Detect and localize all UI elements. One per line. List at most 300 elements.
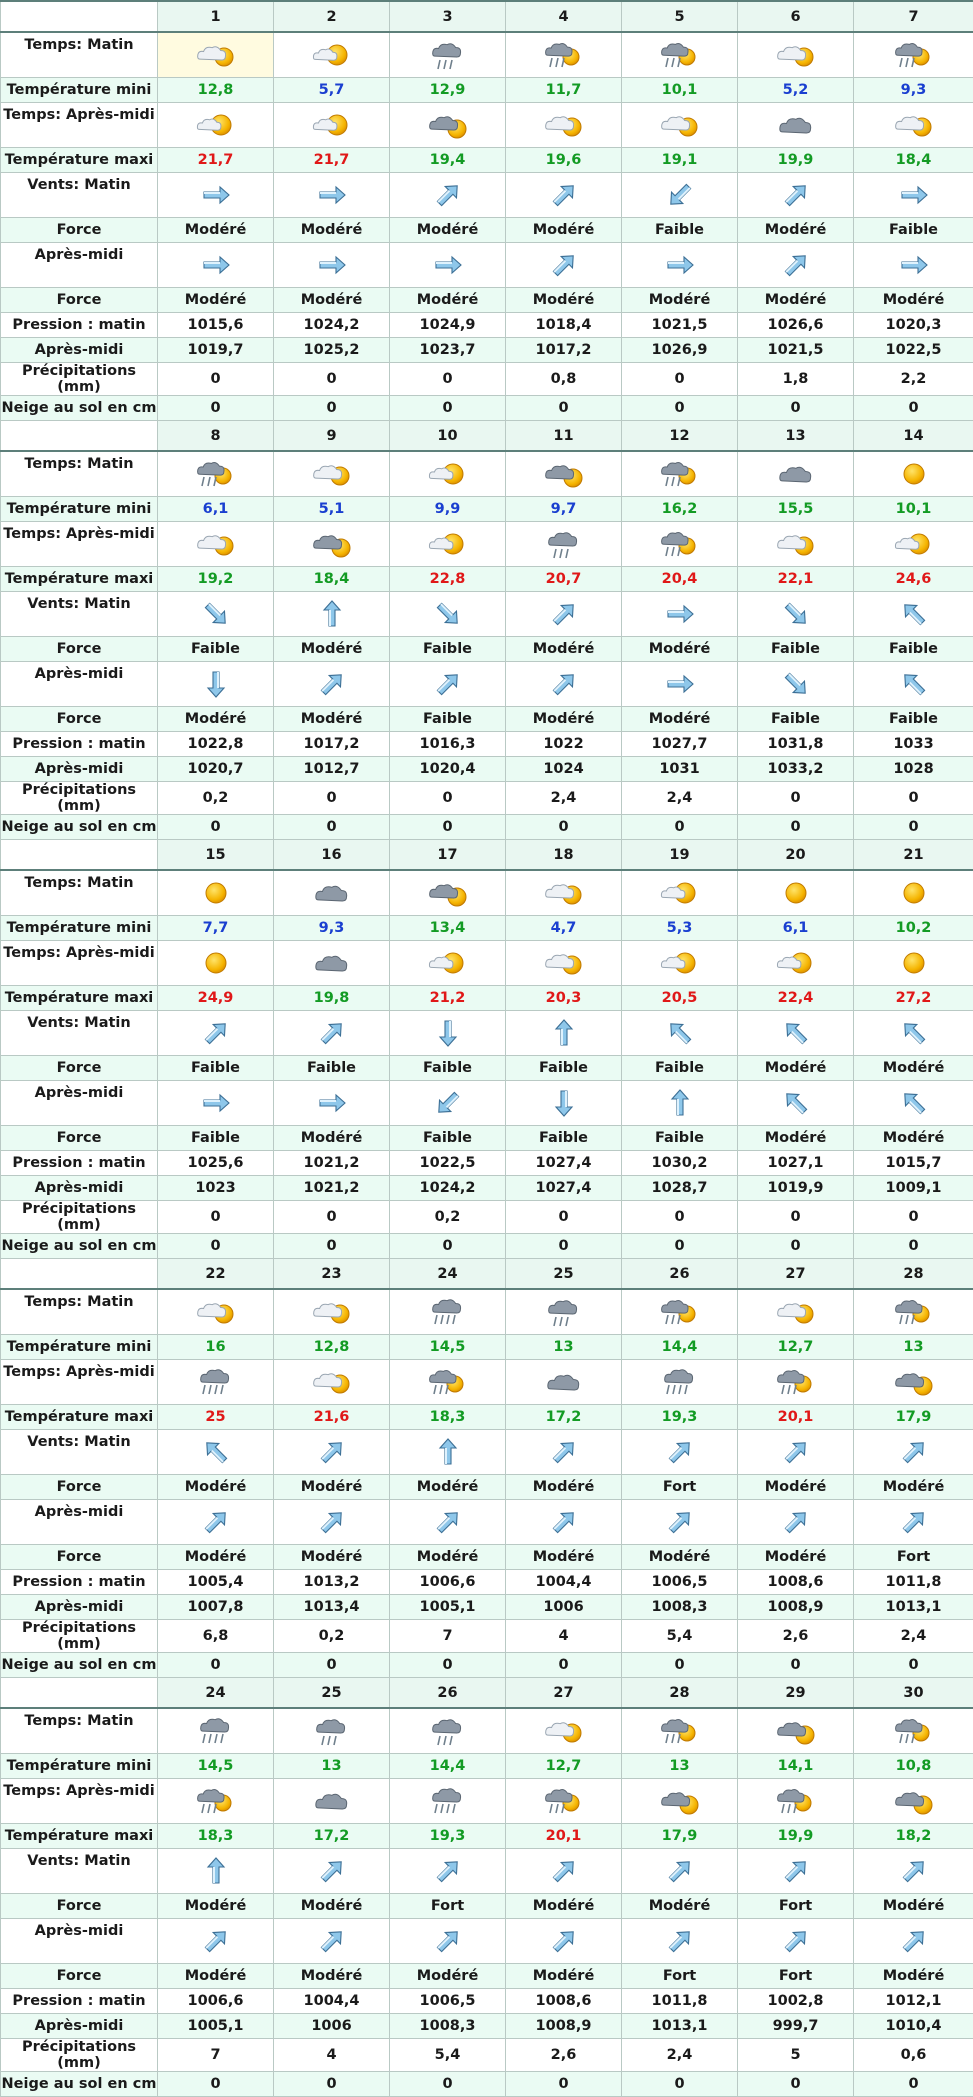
weather-afternoon-row — [1, 522, 973, 567]
snow-depth-value: 0 — [274, 1234, 390, 1259]
day-number: 29 — [738, 1678, 854, 1709]
cloud-sun-icon — [658, 108, 702, 142]
cloud-rain-sun-icon — [658, 527, 702, 561]
temperature-max-value: 20,5 — [622, 986, 738, 1011]
pressure-afternoon-value: 1013,4 — [274, 1595, 390, 1620]
pressure-afternoon-value: 999,7 — [738, 2014, 854, 2039]
row-label: Vents: Matin — [1, 1430, 158, 1475]
weather-cell — [390, 451, 506, 497]
pressure-afternoon-value: 1005,1 — [158, 2014, 274, 2039]
wind-cell — [274, 173, 390, 218]
pressure-morning-value: 1006,5 — [622, 1570, 738, 1595]
weather-cell — [854, 1360, 973, 1405]
wind-force-morning-value: Fort — [622, 1475, 738, 1500]
wind-force-morning-value: Modéré — [506, 1894, 622, 1919]
dark-cloud-sun-icon — [774, 1714, 818, 1748]
snow-depth-value: 0 — [506, 2072, 622, 2097]
weather-cell — [158, 1360, 274, 1405]
wind-cell — [738, 1919, 854, 1964]
header-corner — [1, 1, 158, 32]
wind-arrow-icon — [431, 180, 465, 210]
row-label: Force — [1, 637, 158, 662]
temperature-max-value: 24,9 — [158, 986, 274, 1011]
snow-depth-value: 0 — [158, 1234, 274, 1259]
cloud-rain-sun-icon — [542, 1784, 586, 1818]
weather-cell — [738, 1289, 854, 1335]
pressure-morning-value: 1015,6 — [158, 313, 274, 338]
wind-arrow-icon — [199, 669, 233, 699]
wind-cell — [854, 173, 973, 218]
row-label: Temps: Après-midi — [1, 941, 158, 986]
temperature-min-value: 13,4 — [390, 916, 506, 941]
row-label: Précipitations (mm) — [1, 782, 158, 815]
wind-cell — [274, 1081, 390, 1126]
wind-cell — [390, 173, 506, 218]
wind-force-morning-value: Fort — [738, 1894, 854, 1919]
wind-cell — [854, 243, 973, 288]
day-number: 30 — [854, 1678, 973, 1709]
wind-cell — [390, 1430, 506, 1475]
temperature-min-value: 12,9 — [390, 78, 506, 103]
row-label: Neige au sol en cm — [1, 1653, 158, 1678]
weather-cell — [506, 1289, 622, 1335]
wind-cell — [622, 173, 738, 218]
wind-force-morning-value: Modéré — [622, 1894, 738, 1919]
sun-icon — [892, 946, 936, 980]
weather-cell — [390, 1289, 506, 1335]
wind-force-afternoon-value: Faible — [854, 707, 973, 732]
cloud-rain-sun-icon — [892, 1714, 936, 1748]
temperature-max-value: 27,2 — [854, 986, 973, 1011]
weather-cell — [622, 1289, 738, 1335]
row-label: Temps: Matin — [1, 1289, 158, 1335]
wind-force-afternoon-value: Modéré — [158, 1964, 274, 1989]
temperature-min-row — [1, 78, 973, 103]
precipitation-value: 0 — [274, 782, 390, 815]
row-label: Après-midi — [1, 1919, 158, 1964]
wind-cell — [274, 592, 390, 637]
row-label: Pression : matin — [1, 1151, 158, 1176]
wind-afternoon-row — [1, 243, 973, 288]
pressure-afternoon-value: 1031 — [622, 757, 738, 782]
weather-cell — [390, 1779, 506, 1824]
day-number: 21 — [854, 840, 973, 871]
snow-depth-value: 0 — [854, 396, 973, 421]
pressure-morning-value: 1002,8 — [738, 1989, 854, 2014]
wind-force-afternoon-row — [1, 707, 973, 732]
precipitation-value: 2,4 — [622, 2039, 738, 2072]
weather-cell — [390, 522, 506, 567]
row-label: Température mini — [1, 916, 158, 941]
weather-cell — [854, 1289, 973, 1335]
weather-cell — [738, 1360, 854, 1405]
wind-cell — [738, 173, 854, 218]
weather-cell — [738, 32, 854, 78]
cloud-rain-icon — [542, 527, 586, 561]
weather-cell — [274, 1360, 390, 1405]
wind-force-afternoon-value: Modéré — [390, 1545, 506, 1570]
weather-cell — [390, 870, 506, 916]
wind-afternoon-row — [1, 1500, 973, 1545]
wind-force-morning-row — [1, 1475, 973, 1500]
wind-arrow-icon — [199, 1437, 233, 1467]
row-label: Température maxi — [1, 1405, 158, 1430]
sun-cloud-icon — [426, 527, 470, 561]
wind-arrow-icon — [199, 1018, 233, 1048]
weather-cell — [506, 32, 622, 78]
wind-cell — [158, 173, 274, 218]
wind-arrow-icon — [547, 1437, 581, 1467]
snow-depth-value: 0 — [738, 1653, 854, 1678]
cloud-sun-icon — [310, 1295, 354, 1329]
sun-cloud-icon — [310, 108, 354, 142]
row-label: Force — [1, 218, 158, 243]
temperature-min-value: 10,8 — [854, 1754, 973, 1779]
wind-arrow-icon — [663, 250, 697, 280]
pressure-afternoon-value: 1024,2 — [390, 1176, 506, 1201]
wind-force-afternoon-value: Modéré — [506, 1964, 622, 1989]
precipitation-value: 1,8 — [738, 363, 854, 396]
wind-force-afternoon-value: Modéré — [158, 707, 274, 732]
precipitation-value: 0 — [274, 363, 390, 396]
wind-cell — [390, 592, 506, 637]
wind-force-morning-value: Faible — [738, 637, 854, 662]
weather-cell — [274, 522, 390, 567]
row-label: Force — [1, 288, 158, 313]
wind-force-afternoon-value: Modéré — [158, 288, 274, 313]
day-number: 27 — [506, 1678, 622, 1709]
wind-arrow-icon — [199, 180, 233, 210]
temperature-max-value: 19,8 — [274, 986, 390, 1011]
wind-arrow-icon — [315, 1437, 349, 1467]
pressure-afternoon-value: 1024 — [506, 757, 622, 782]
weather-cell — [274, 32, 390, 78]
wind-morning-row — [1, 173, 973, 218]
temperature-min-value: 7,7 — [158, 916, 274, 941]
pressure-morning-value: 1017,2 — [274, 732, 390, 757]
temperature-max-value: 19,3 — [390, 1824, 506, 1849]
weather-cell — [854, 32, 973, 78]
weather-cell — [506, 870, 622, 916]
wind-cell — [390, 1500, 506, 1545]
precipitation-value: 0,2 — [390, 1201, 506, 1234]
wind-cell — [506, 662, 622, 707]
wind-afternoon-row — [1, 1919, 973, 1964]
snow-depth-value: 0 — [506, 1653, 622, 1678]
wind-arrow-icon — [315, 1856, 349, 1886]
weather-morning-row — [1, 870, 973, 916]
day-number: 6 — [738, 1, 854, 32]
temperature-min-value: 6,1 — [738, 916, 854, 941]
temperature-min-value: 13 — [622, 1754, 738, 1779]
wind-arrow-icon — [897, 1507, 931, 1537]
snow-depth-value: 0 — [854, 815, 973, 840]
precipitation-value: 0,8 — [506, 363, 622, 396]
row-label: Vents: Matin — [1, 592, 158, 637]
weather-cell — [390, 1360, 506, 1405]
wind-force-morning-value: Modéré — [506, 637, 622, 662]
dark-cloud-sun-icon — [310, 527, 354, 561]
weather-cell — [274, 1708, 390, 1754]
temperature-min-value: 10,1 — [622, 78, 738, 103]
wind-arrow-icon — [547, 250, 581, 280]
day-number: 23 — [274, 1259, 390, 1290]
pressure-morning-value: 1005,4 — [158, 1570, 274, 1595]
wind-force-morning-value: Modéré — [738, 1475, 854, 1500]
wind-arrow-icon — [897, 180, 931, 210]
day-number: 25 — [274, 1678, 390, 1709]
temperature-min-value: 14,4 — [622, 1335, 738, 1360]
weather-cell — [506, 103, 622, 148]
weather-cell — [854, 103, 973, 148]
day-number: 18 — [506, 840, 622, 871]
weather-cell — [854, 451, 973, 497]
wind-arrow-icon — [897, 1018, 931, 1048]
wind-cell — [158, 1081, 274, 1126]
pressure-afternoon-value: 1022,5 — [854, 338, 973, 363]
wind-arrow-icon — [663, 1926, 697, 1956]
wind-cell — [390, 1011, 506, 1056]
row-label: Précipitations (mm) — [1, 1620, 158, 1653]
wind-cell — [390, 1081, 506, 1126]
wind-force-afternoon-value: Modéré — [738, 288, 854, 313]
heavy-rain-icon — [658, 1365, 702, 1399]
wind-cell — [158, 662, 274, 707]
weather-cell — [506, 451, 622, 497]
cloud-sun-icon — [194, 527, 238, 561]
temperature-min-value: 9,3 — [274, 916, 390, 941]
wind-cell — [506, 1081, 622, 1126]
wind-arrow-icon — [199, 250, 233, 280]
snow-depth-value: 0 — [738, 815, 854, 840]
weather-cell — [622, 451, 738, 497]
snow-depth-value: 0 — [390, 396, 506, 421]
pressure-morning-value: 1004,4 — [274, 1989, 390, 2014]
wind-arrow-icon — [431, 1437, 465, 1467]
pressure-afternoon-value: 1027,4 — [506, 1176, 622, 1201]
pressure-afternoon-value: 1009,1 — [854, 1176, 973, 1201]
cloud-rain-icon — [426, 38, 470, 72]
day-number: 16 — [274, 840, 390, 871]
wind-arrow-icon — [315, 1507, 349, 1537]
heavy-rain-icon — [194, 1365, 238, 1399]
wind-force-morning-value: Modéré — [274, 218, 390, 243]
wind-force-afternoon-value: Faible — [390, 1126, 506, 1151]
cloud-rain-icon — [310, 1714, 354, 1748]
precipitation-value: 2,4 — [506, 782, 622, 815]
pressure-morning-row — [1, 1151, 973, 1176]
day-number: 24 — [158, 1678, 274, 1709]
row-label: Pression : matin — [1, 313, 158, 338]
wind-morning-row — [1, 1430, 973, 1475]
wind-arrow-icon — [663, 1437, 697, 1467]
temperature-max-value: 19,3 — [622, 1405, 738, 1430]
weather-morning-row — [1, 1289, 973, 1335]
weather-cell — [622, 941, 738, 986]
temperature-min-value: 12,8 — [158, 78, 274, 103]
precipitation-row — [1, 363, 973, 396]
sun-cloud-icon — [774, 946, 818, 980]
temperature-max-value: 20,1 — [738, 1405, 854, 1430]
pressure-afternoon-value: 1005,1 — [390, 1595, 506, 1620]
wind-force-morning-value: Faible — [158, 637, 274, 662]
weather-cell — [738, 1708, 854, 1754]
wind-cell — [854, 1011, 973, 1056]
temperature-max-value: 24,6 — [854, 567, 973, 592]
snow-depth-value: 0 — [622, 1653, 738, 1678]
sun-icon — [774, 876, 818, 910]
weather-cell — [622, 1360, 738, 1405]
wind-cell — [622, 1500, 738, 1545]
wind-arrow-icon — [663, 1856, 697, 1886]
pressure-morning-row — [1, 1570, 973, 1595]
day-header-row — [1, 1259, 973, 1290]
temperature-min-value: 14,1 — [738, 1754, 854, 1779]
precipitation-value: 4 — [506, 1620, 622, 1653]
precipitation-value: 5,4 — [390, 2039, 506, 2072]
temperature-max-value: 18,3 — [390, 1405, 506, 1430]
weather-cell — [506, 1779, 622, 1824]
row-label: Après-midi — [1, 338, 158, 363]
dark-cloud-icon — [774, 457, 818, 491]
day-number: 28 — [622, 1678, 738, 1709]
wind-arrow-icon — [779, 1507, 813, 1537]
pressure-afternoon-value: 1019,9 — [738, 1176, 854, 1201]
temperature-max-value: 21,2 — [390, 986, 506, 1011]
pressure-afternoon-value: 1028,7 — [622, 1176, 738, 1201]
cloud-rain-sun-icon — [774, 1784, 818, 1818]
weather-cell — [158, 451, 274, 497]
weather-cell — [390, 32, 506, 78]
pressure-morning-value: 1018,4 — [506, 313, 622, 338]
wind-arrow-icon — [315, 1926, 349, 1956]
snow-depth-value: 0 — [158, 2072, 274, 2097]
wind-cell — [738, 1849, 854, 1894]
wind-force-afternoon-value: Fort — [738, 1964, 854, 1989]
precipitation-value: 0 — [738, 782, 854, 815]
wind-arrow-icon — [779, 1926, 813, 1956]
cloud-sun-icon — [542, 1714, 586, 1748]
day-number: 27 — [738, 1259, 854, 1290]
cloud-sun-icon — [542, 876, 586, 910]
snow-depth-value: 0 — [390, 1653, 506, 1678]
day-number: 24 — [390, 1259, 506, 1290]
day-number: 26 — [622, 1259, 738, 1290]
cloud-rain-sun-icon — [658, 457, 702, 491]
temperature-min-value: 12,8 — [274, 1335, 390, 1360]
row-label: Précipitations (mm) — [1, 1201, 158, 1234]
row-label: Temps: Après-midi — [1, 103, 158, 148]
pressure-morning-value: 1022,8 — [158, 732, 274, 757]
wind-force-afternoon-value: Modéré — [854, 1964, 973, 1989]
wind-force-afternoon-value: Faible — [738, 707, 854, 732]
precipitation-value: 0 — [158, 363, 274, 396]
wind-force-morning-value: Faible — [854, 637, 973, 662]
snow-depth-row — [1, 1234, 973, 1259]
pressure-afternoon-value: 1012,7 — [274, 757, 390, 782]
wind-cell — [854, 662, 973, 707]
wind-force-morning-value: Faible — [854, 218, 973, 243]
precipitation-value: 0,2 — [274, 1620, 390, 1653]
row-label: Neige au sol en cm — [1, 1234, 158, 1259]
day-number: 25 — [506, 1259, 622, 1290]
weather-afternoon-row — [1, 103, 973, 148]
wind-force-afternoon-row — [1, 1126, 973, 1151]
wind-force-afternoon-value: Fort — [854, 1545, 973, 1570]
pressure-morning-value: 1022 — [506, 732, 622, 757]
dark-cloud-sun-icon — [542, 457, 586, 491]
row-label: Force — [1, 1475, 158, 1500]
pressure-morning-value: 1027,7 — [622, 732, 738, 757]
day-number: 10 — [390, 421, 506, 452]
pressure-morning-value: 1004,4 — [506, 1570, 622, 1595]
cloud-sun-icon — [774, 38, 818, 72]
wind-cell — [506, 1430, 622, 1475]
wind-cell — [274, 1919, 390, 1964]
wind-arrow-icon — [431, 1088, 465, 1118]
precipitation-value: 0 — [274, 1201, 390, 1234]
weather-cell — [622, 1708, 738, 1754]
temperature-min-value: 12,7 — [506, 1754, 622, 1779]
wind-arrow-icon — [663, 1507, 697, 1537]
temperature-max-value: 17,9 — [622, 1824, 738, 1849]
wind-cell — [274, 1011, 390, 1056]
wind-cell — [622, 1011, 738, 1056]
weather-cell — [738, 522, 854, 567]
pressure-morning-value: 1020,3 — [854, 313, 973, 338]
wind-cell — [274, 1500, 390, 1545]
wind-force-afternoon-value: Modéré — [506, 1545, 622, 1570]
wind-arrow-icon — [199, 1856, 233, 1886]
weather-afternoon-row — [1, 1360, 973, 1405]
wind-cell — [738, 1430, 854, 1475]
pressure-afternoon-value: 1025,2 — [274, 338, 390, 363]
wind-arrow-icon — [779, 1437, 813, 1467]
pressure-morning-row — [1, 313, 973, 338]
sun-cloud-icon — [658, 946, 702, 980]
temperature-max-row — [1, 1405, 973, 1430]
temperature-min-value: 14,4 — [390, 1754, 506, 1779]
pressure-afternoon-value: 1013,1 — [854, 1595, 973, 1620]
temperature-min-row — [1, 497, 973, 522]
pressure-morning-value: 1024,9 — [390, 313, 506, 338]
wind-arrow-icon — [547, 1507, 581, 1537]
heavy-rain-icon — [194, 1714, 238, 1748]
wind-cell — [854, 592, 973, 637]
row-label: Force — [1, 1964, 158, 1989]
wind-cell — [738, 1011, 854, 1056]
wind-arrow-icon — [431, 1507, 465, 1537]
wind-cell — [622, 1849, 738, 1894]
pressure-morning-value: 1015,7 — [854, 1151, 973, 1176]
row-label: Précipitations (mm) — [1, 2039, 158, 2072]
snow-depth-value: 0 — [274, 815, 390, 840]
temperature-min-value: 6,1 — [158, 497, 274, 522]
wind-cell — [738, 662, 854, 707]
wind-arrow-icon — [663, 1018, 697, 1048]
pressure-afternoon-value: 1007,8 — [158, 1595, 274, 1620]
wind-force-morning-value: Modéré — [158, 218, 274, 243]
day-number: 4 — [506, 1, 622, 32]
snow-depth-value: 0 — [158, 396, 274, 421]
pressure-afternoon-value: 1006 — [506, 1595, 622, 1620]
day-number: 7 — [854, 1, 973, 32]
day-number: 12 — [622, 421, 738, 452]
temperature-min-row — [1, 1754, 973, 1779]
temperature-max-value: 19,6 — [506, 148, 622, 173]
wind-force-morning-value: Faible — [274, 1056, 390, 1081]
wind-cell — [390, 243, 506, 288]
